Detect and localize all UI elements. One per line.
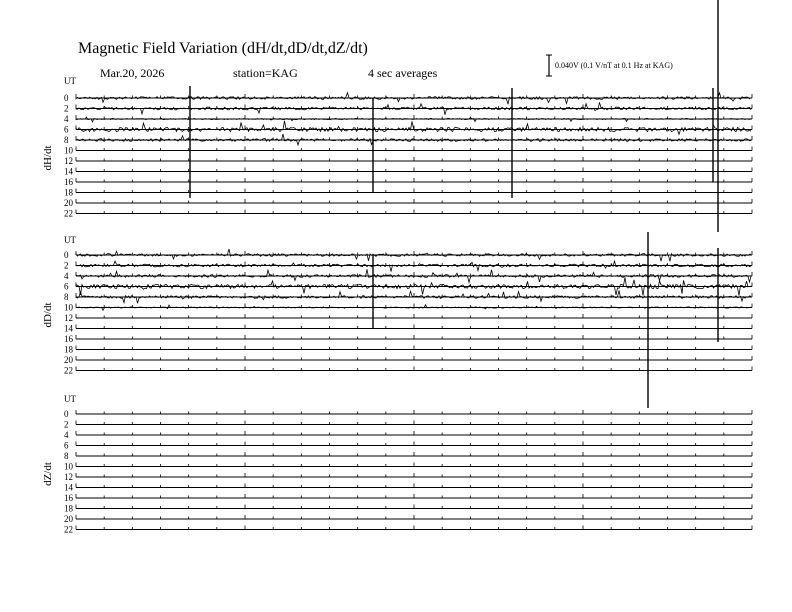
row-tick-label: 2	[64, 419, 69, 430]
row-tick-label: 18	[64, 344, 73, 355]
row-tick-label: 12	[64, 472, 73, 482]
row-tick-label: 22	[64, 208, 73, 219]
activity-trace	[76, 291, 751, 304]
row-tick-label: 22	[64, 365, 73, 376]
panel-ylabel: dH/dt	[42, 145, 54, 171]
row-tick-label: 20	[64, 198, 73, 208]
station-label: station=KAG	[233, 66, 298, 80]
row-tick-label: 10	[64, 302, 73, 313]
row-tick-label: 6	[64, 440, 69, 451]
row-tick-label: 6	[64, 281, 69, 292]
row-tick-label: 18	[64, 187, 73, 198]
ut-axis-label: UT	[64, 76, 76, 86]
row-tick-label: 20	[64, 355, 73, 365]
panel-ylabel: dD/dt	[42, 302, 54, 328]
row-tick-label: 2	[64, 103, 69, 114]
activity-trace	[76, 93, 751, 105]
scale-label: 0.040V (0.1 V/nT at 0.1 Hz at KAG)	[555, 61, 673, 70]
date-label: Mar.20, 2026	[100, 66, 165, 80]
panel-ylabel: dZ/dt	[42, 462, 54, 486]
row-tick-label: 2	[64, 260, 69, 271]
row-tick-label: 16	[64, 177, 73, 187]
row-tick-label: 16	[64, 493, 73, 503]
activity-trace	[76, 121, 751, 135]
row-tick-label: 0	[64, 93, 69, 103]
row-tick-label: 14	[64, 482, 73, 493]
averaging-label: 4 sec averages	[368, 66, 438, 80]
row-tick-label: 12	[64, 156, 73, 166]
activity-trace	[76, 117, 751, 122]
row-tick-label: 4	[64, 430, 69, 440]
row-tick-label: 0	[64, 250, 69, 260]
row-tick-label: 8	[64, 135, 69, 145]
row-tick-label: 18	[64, 503, 73, 514]
row-tick-label: 16	[64, 334, 73, 344]
ut-axis-label: UT	[64, 394, 76, 404]
row-tick-label: 20	[64, 514, 73, 524]
row-tick-label: 8	[64, 292, 69, 302]
activity-trace	[76, 134, 751, 145]
row-tick-label: 10	[64, 461, 73, 472]
row-tick-label: 4	[64, 271, 69, 281]
row-tick-label: 10	[64, 145, 73, 156]
row-tick-label: 22	[64, 524, 73, 535]
row-tick-label: 8	[64, 451, 69, 461]
chart-title: Magnetic Field Variation (dH/dt,dD/dt,dZ/dt)	[78, 40, 368, 57]
row-tick-label: 6	[64, 124, 69, 135]
row-tick-label: 14	[64, 166, 73, 177]
activity-trace	[76, 261, 751, 272]
row-tick-label: 12	[64, 313, 73, 323]
row-tick-label: 4	[64, 114, 69, 124]
row-tick-label: 14	[64, 323, 73, 334]
row-tick-label: 0	[64, 409, 69, 419]
ut-axis-label: UT	[64, 235, 76, 245]
